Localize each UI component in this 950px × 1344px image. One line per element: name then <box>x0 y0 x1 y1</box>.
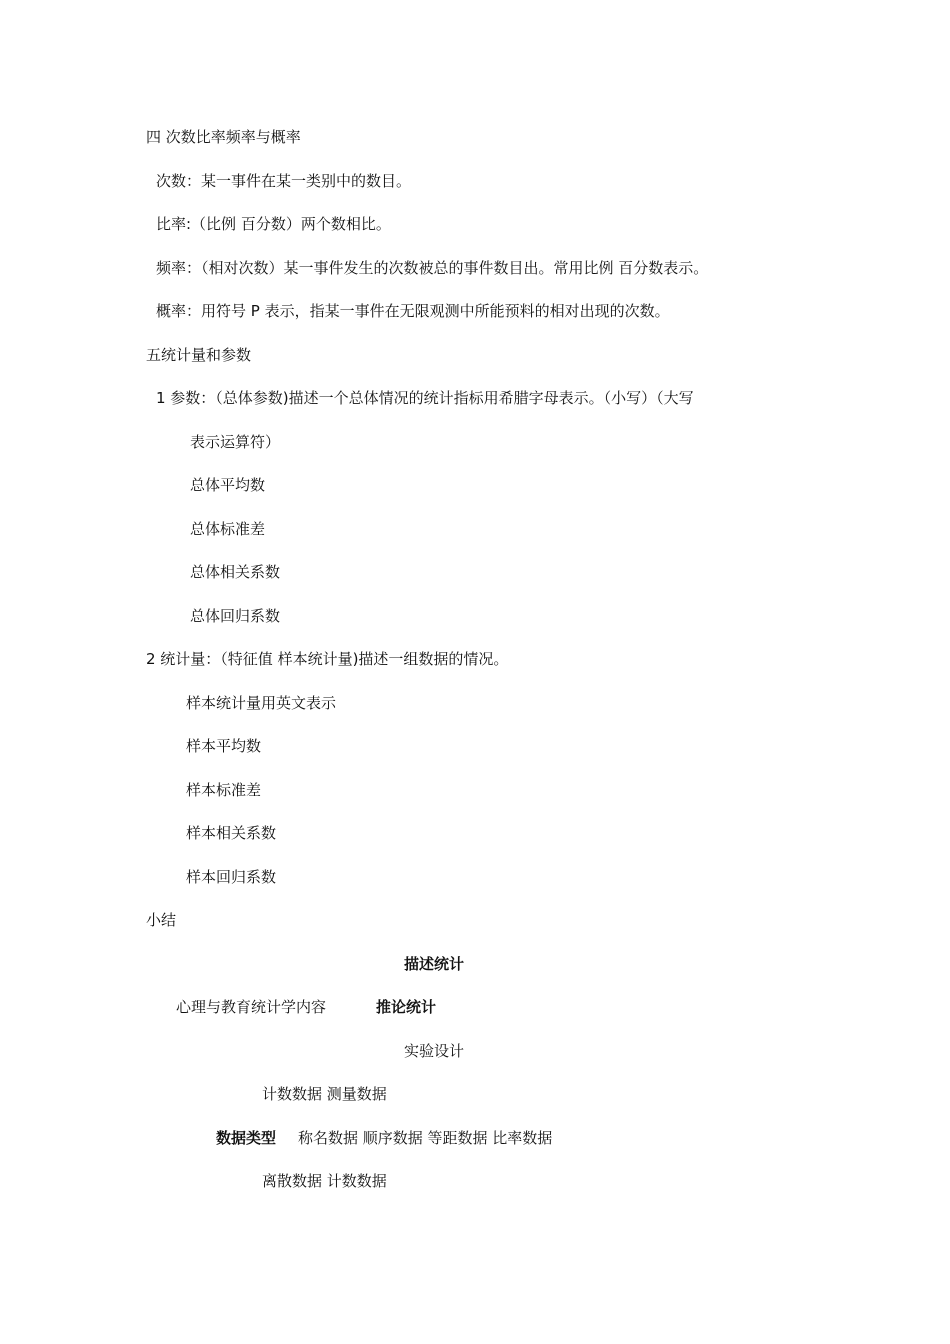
parameter-item: 总体平均数 <box>190 476 266 494</box>
parameter-definition: 1 参数：（总体参数)描述一个总体情况的统计指标用希腊字母表示。（小写）（大写 <box>156 389 694 407</box>
branch-inferential: 推论统计 <box>376 998 437 1016</box>
data-type-label: 数据类型 <box>216 1129 277 1147</box>
definition-count: 次数：某一事件在某一类别中的数目。 <box>156 172 412 190</box>
section-5-heading: 五统计量和参数 <box>146 346 252 364</box>
definition-probability: 概率：用符号 P 表示，指某一事件在无限观测中所能预料的相对出现的次数。 <box>156 302 670 320</box>
content-label: 心理与教育统计学内容 <box>176 998 327 1016</box>
data-type-scales: 称名数据 顺序数据 等距数据 比率数据 <box>298 1129 553 1147</box>
data-type-discrete-count: 离散数据 计数数据 <box>262 1172 387 1190</box>
statistic-item: 样本回归系数 <box>186 868 277 886</box>
parameter-item: 总体标准差 <box>190 520 266 538</box>
statistic-item: 样本统计量用英文表示 <box>186 694 337 712</box>
section-4-heading: 四 次数比率频率与概率 <box>146 128 301 146</box>
parameter-item: 总体回归系数 <box>190 607 281 625</box>
summary-heading: 小结 <box>146 911 177 929</box>
parameter-item: 总体相关系数 <box>190 563 281 581</box>
statistic-item: 样本标准差 <box>186 781 262 799</box>
statistic-definition: 2 统计量：（特征值 样本统计量)描述一组数据的情况。 <box>146 650 509 668</box>
statistic-item: 样本平均数 <box>186 737 262 755</box>
definition-frequency: 频率：（相对次数）某一事件发生的次数被总的事件数目出。常用比例 百分数表示。 <box>156 259 709 277</box>
parameter-definition-cont: 表示运算符） <box>190 433 281 451</box>
branch-descriptive: 描述统计 <box>404 955 465 973</box>
branch-experimental-design: 实验设计 <box>404 1042 465 1060</box>
statistic-item: 样本相关系数 <box>186 824 277 842</box>
data-type-count-measure: 计数数据 测量数据 <box>262 1085 387 1103</box>
definition-ratio: 比率:（比例 百分数）两个数相比。 <box>156 215 391 233</box>
